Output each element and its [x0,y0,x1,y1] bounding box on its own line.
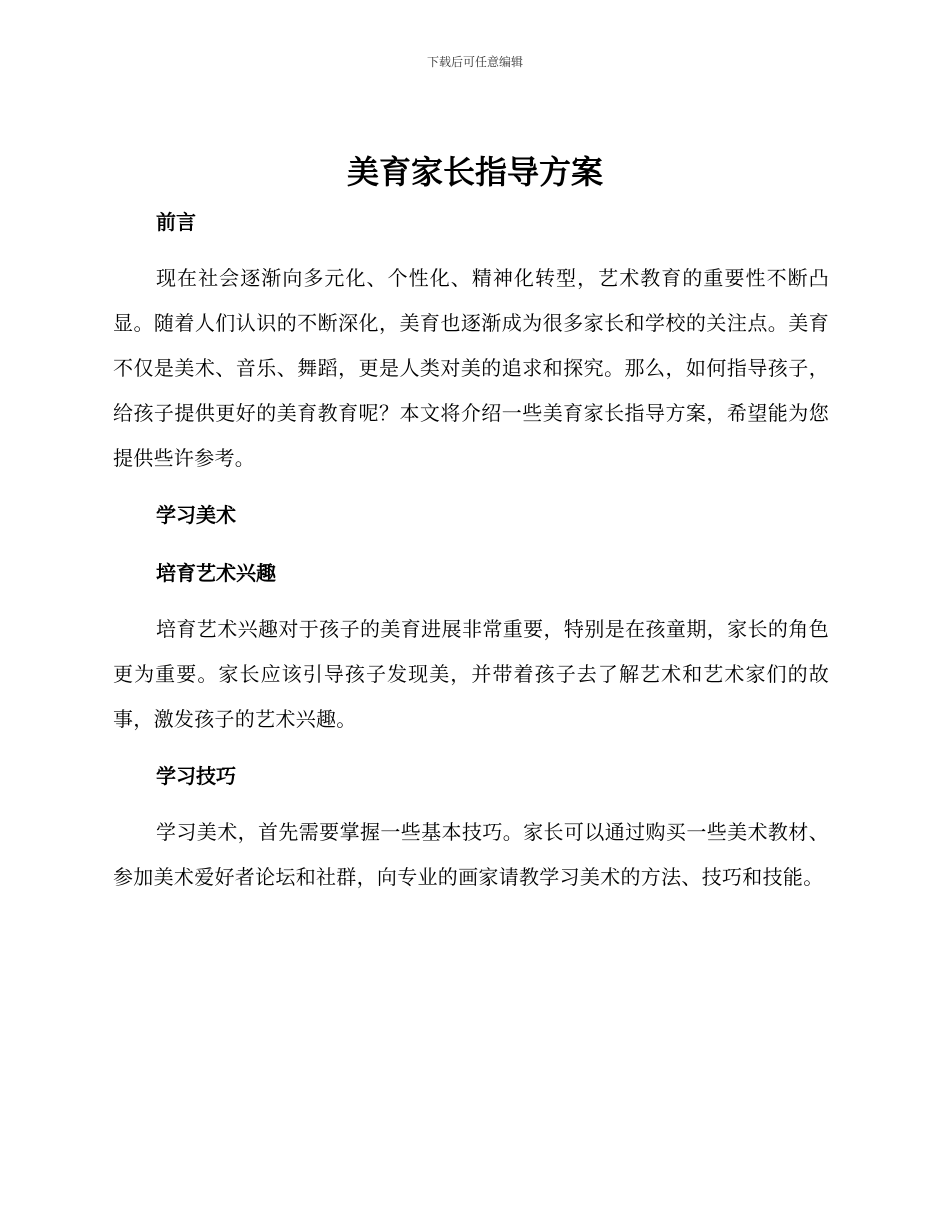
section-heading-preface: 前言 [156,210,196,234]
section-heading-learn-art: 学习美术 [156,503,236,527]
section-paragraph-preface: 现在社会逐渐向多元化、个性化、精神化转型，艺术教育的重要性不断凸显。随着人们认识的不断深化，美育也逐渐成为很多家长和学校的关注点。美育不仅是美术、音乐、舞蹈，更是人类对美的追求和探究。那么，如何指导孩子，给孩子提供更好的美育教育呢？本文将介绍一些美育家长指导方案，希望能为您提供些许参考。 [113,266,829,470]
section-heading-cultivate-interest: 培育艺术兴趣 [156,561,276,585]
section-paragraph-learn-skills: 学习美术，首先需要掌握一些基本技巧。家长可以通过购买一些美术教材、参加美术爱好者论坛和社群，向专业的画家请教学习美术的方法、技巧和技能。 [113,820,829,889]
document-title: 美育家长指导方案 [346,153,603,191]
document-body [113,200,829,900]
section-paragraph-cultivate-interest: 培育艺术兴趣对于孩子的美育进展非常重要，特别是在孩童期，家长的角色更为重要。家长应该引导孩子发现美，并带着孩子去了解艺术和艺术家们的故事，激发孩子的艺术兴趣。 [113,617,829,731]
section-heading-learn-skills: 学习技巧 [156,764,236,788]
header-note: 下载后可任意编辑 [426,55,523,69]
